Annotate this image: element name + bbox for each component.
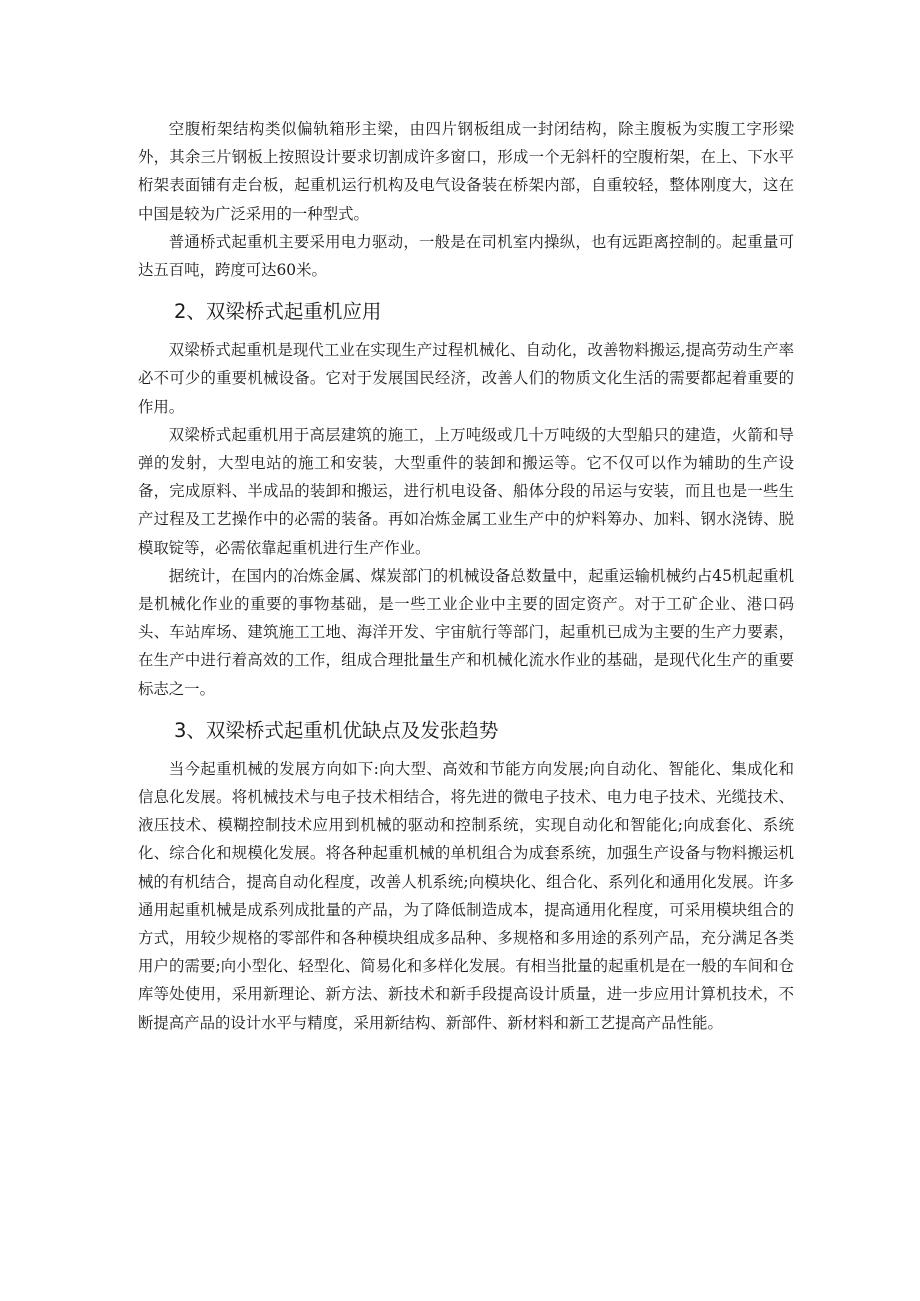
section-heading-trends: 3、双梁桥式起重机优缺点及发张趋势: [174, 718, 499, 742]
paragraph-modern-industry: 双梁桥式起重机是现代工业在实现生产过程机械化、自动化，改善物料搬运,提高劳动生产率必不可少的重要机械设备。它对于发展国民经济，改善人们的物质文化生活的需要都起着重要的作用。: [138, 341, 794, 416]
paragraph-statistics: 据统计，在国内的冶炼金属、煤炭部门的机械设备总数量中，起重运输机械约占45机起重机是机械化作业的重要的事物基础，是一些工业企业中主要的固定资产。对于工矿企业、港口码头、车站库场、建筑施工工地、海洋开发、宇宙航行等部门，起重机已成为主要的生产力要素，在生产中进行着高效的工作，组成合理批量生产和机械化流水作业的基础，是现代化生产的重要标志之一。: [138, 566, 794, 698]
document-page: [138, 115, 794, 1037]
section-heading-application: 2、双梁桥式起重机应用: [174, 300, 382, 324]
paragraph-usage-areas: 双梁桥式起重机用于高层建筑的施工，上万吨级或几十万吨级的大型船只的建造，火箭和导弹的发射，大型电站的施工和安装，大型重件的装卸和搬运等。它不仅可以作为辅助的生产设备，完成原料、半成品的装卸和搬运，进行机电设备、船体分段的吊运与安装，而且也是一些生产过程及工艺操作中的必需的装备。再如冶炼金属工业生产中的炉料筹办、加料、钢水浇铸、脱模取锭等，必需依靠起重机进行生产作业。: [138, 425, 794, 557]
paragraph-development-direction: 当今起重机械的发展方向如下:向大型、高效和节能方向发展;向自动化、智能化、集成化和信息化发展。将机械技术与电子技术相结合，将先进的微电子技术、电力电子技术、光缆技术、液压技术、模糊控制技术应用到机械的驱动和控制系统，实现自动化和智能化;向成套化、系统化、综合化和规模化发展。将各种起重机械的单机组合为成套系统，加强生产设备与物料搬运机械的有机结合，提高自动化程度，改善人机系统;向模块化、组合化、系列化和通用化发展。许多通用起重机械是成系列成批量的产品，为了降低制造成本，提高通用化程度，可采用模块组合的方式，用较少规格的零部件和各种模块组成多品种、多规格和多用途的系列产品，充分满足各类用户的需要;向小型化、轻型化、简易化和多样化发展。有相当批量的起重机是在一般的车间和仓库等处使用，采用新理论、新方法、新技术和新手段提高设计质量，进一步应用计算机技术，不断提高产品的设计水平与精度，采用新结构、新部件、新材料和新工艺提高产品性能。: [138, 759, 794, 1032]
paragraph-hollow-truss: 空腹桁架结构类似偏轨箱形主梁，由四片钢板组成一封闭结构，除主腹板为实腹工字形梁外，其余三片钢板上按照设计要求切割成许多窗口，形成一个无斜杆的空腹桁架，在上、下水平桁架表面铺有走台板，起重机运行机构及电气设备装在桥架内部，自重较轻，整体刚度大，这在中国是较为广泛采用的一种型式。: [138, 120, 794, 223]
paragraph-drive-control: 普通桥式起重机主要采用电力驱动，一般是在司机室内操纵，也有远距离控制的。起重量可达五百吨，跨度可达60米。: [138, 232, 794, 280]
